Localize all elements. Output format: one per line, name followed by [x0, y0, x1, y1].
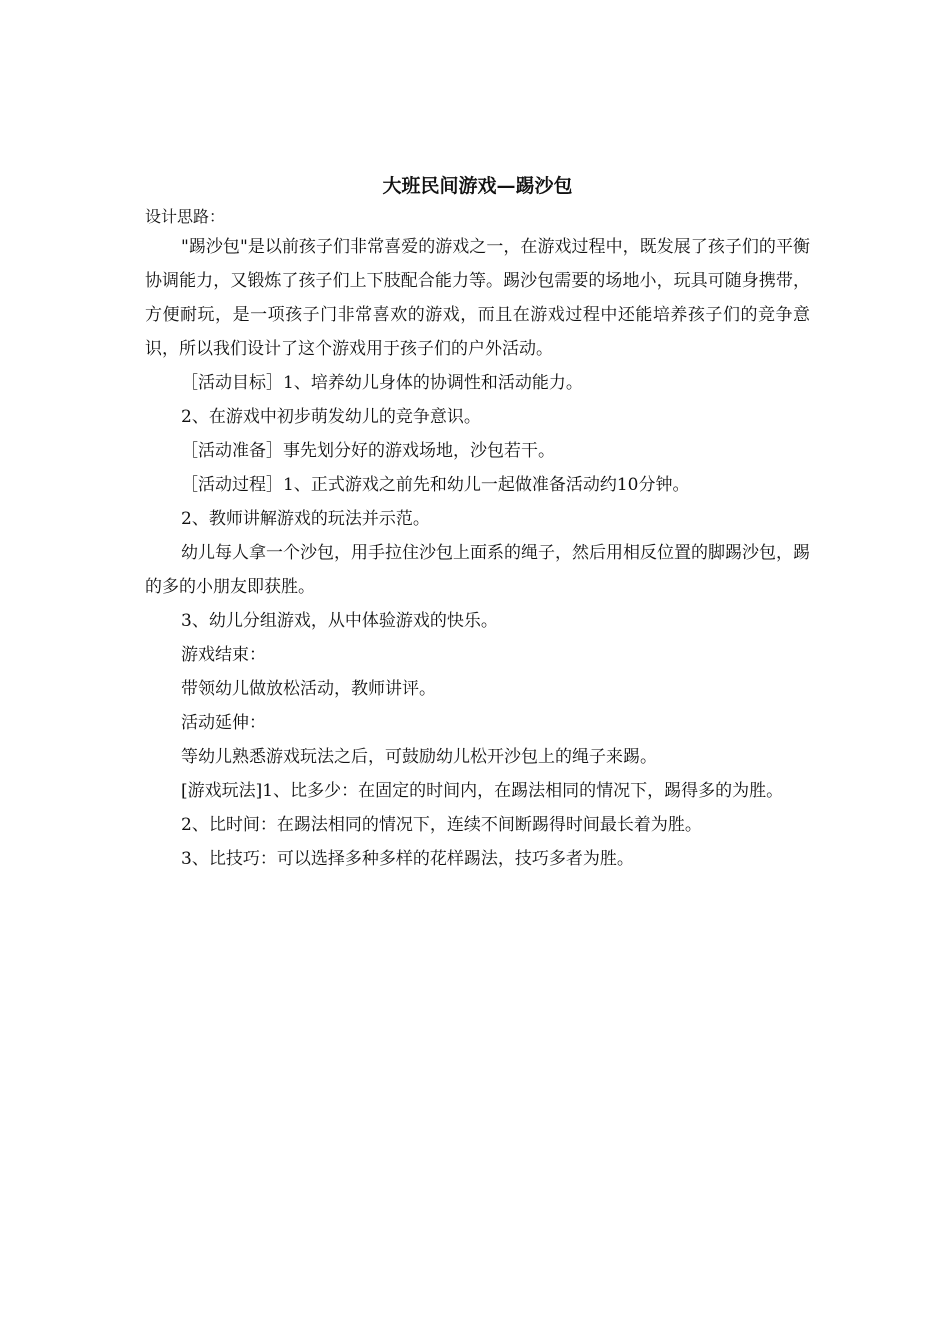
paragraph-process-2: 2、教师讲解游戏的玩法并示范。: [181, 509, 430, 529]
paragraph-end: 带领幼儿做放松活动，教师讲评。: [181, 679, 436, 699]
paragraph-process-1: ［活动过程］1、正式游戏之前先和幼儿一起做准备活动约10分钟。: [181, 475, 690, 495]
document-title: 大班民间游戏—踢沙包: [382, 175, 573, 197]
document-page: [145, 168, 810, 876]
paragraph-process-detail: 幼儿每人拿一个沙包，用手拉住沙包上面系的绳子，然后用相反位置的脚踢沙包，踢的多的小朋友即获胜。: [145, 543, 810, 597]
paragraph-rules-1: [游戏玩法]1、比多少：在固定的时间内，在踢法相同的情况下，踢得多的为胜。: [181, 781, 784, 801]
paragraph-process-3: 3、幼儿分组游戏，从中体验游戏的快乐。: [181, 611, 498, 631]
paragraph-preparation: ［活动准备］事先划分好的游戏场地，沙包若干。: [181, 441, 555, 461]
paragraph-goal-2: 2、在游戏中初步萌发幼儿的竞争意识。: [181, 407, 481, 427]
paragraph-extension: 等幼儿熟悉游戏玩法之后，可鼓励幼儿松开沙包上的绳子来踢。: [181, 747, 657, 767]
paragraph-rules-3: 3、比技巧：可以选择多种多样的花样踢法，技巧多者为胜。: [181, 849, 634, 869]
design-heading: 设计思路：: [145, 207, 226, 226]
paragraph-end-heading: 游戏结束：: [181, 645, 266, 665]
paragraph-goal-1: ［活动目标］1、培养幼儿身体的协调性和活动能力。: [181, 373, 583, 393]
paragraph-extension-heading: 活动延伸：: [181, 713, 266, 733]
paragraph-intro: "踢沙包"是以前孩子们非常喜爱的游戏之一，在游戏过程中，既发展了孩子们的平衡协调能力，又锻炼了孩子们上下肢配合能力等。踢沙包需要的场地小，玩具可随身携带，方便耐玩，是一项孩子门非常喜欢的游戏，而且在游戏过程中还能培养孩子们的竞争意识，所以我们设计了这个游戏用于孩子们的户外活动。: [145, 237, 810, 359]
paragraph-rules-2: 2、比时间：在踢法相同的情况下，连续不间断踢得时间最长着为胜。: [181, 815, 702, 835]
